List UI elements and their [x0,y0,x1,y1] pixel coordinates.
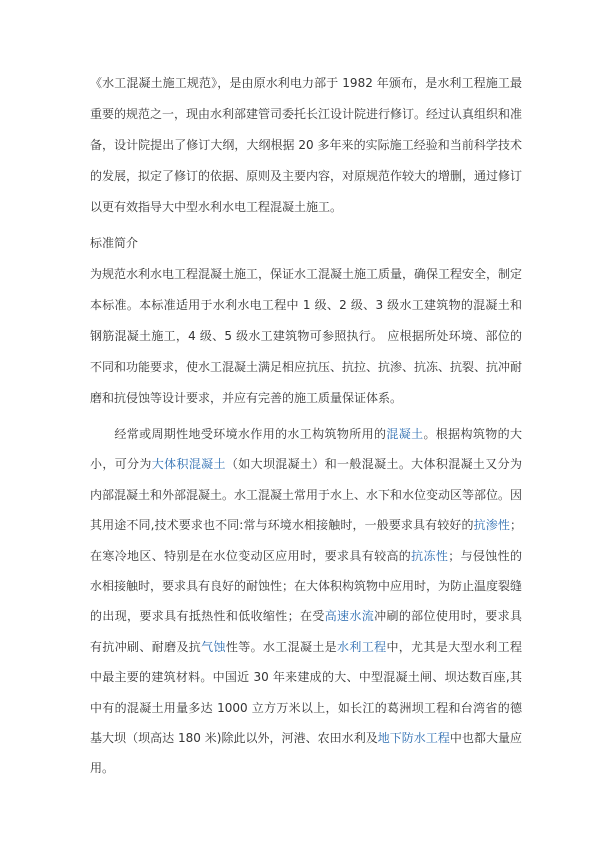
text-segment: ；在寒冷地区、特别是在水位变动区应用时，要求具有较高的 [90,518,522,563]
link-frost-resistance[interactable]: 抗冻性 [411,548,449,563]
link-mass-concrete[interactable]: 大体积混凝土 [151,457,226,472]
text-segment: 经常或周期性地受环境水作用的水工构筑物所用的 [114,427,387,441]
section-heading: 标准简介 [90,236,139,250]
intro-paragraph: 《水工混凝土施工规范》，是由原水利电力部于 1982 年颁布，是水利工程施工最重要的规范之一，现由水利部建管司委托长江设计院进行修订。经过认真组织和准备，设计院提出了修订大纲，大纲根据 20 多年来的实际施工经验和当前科学技术的发展，拟定了修订的依据、原则及主要内容，对原规范作较大的增删，通过修订以更有效指导大中型水利水电工程混凝土施工。 [90,76,523,214]
link-water-conservancy-engineering[interactable]: 水利工程 [337,639,387,654]
link-impermeability[interactable]: 抗渗性 [473,518,510,533]
text-segment: 性等。水工混凝土是 [225,639,338,654]
standard-summary-paragraph: 为规范水利水电工程混凝土施工，保证水工混凝土施工质量，确保工程安全，制定本标准。本标准适用于水利水电工程中 1 级、2 级、3 级水工建筑物的混凝土和钢筋混凝土施工，4 级、5 级水工建筑物可参照执行。 应根据所处环境、部位的不同和功能要求，使水工混凝土满足相应抗压、抗拉、抗渗、抗冻、抗裂、抗冲耐磨和抗侵蚀等设计要求，并应有完善的施工质量保证体系。 [90,267,523,405]
definition-paragraph [90,419,522,784]
text-segment: 中，尤其是大型水利工程中最主要的建筑材料。中国近 30 年来建成的大、中型混凝土闸、坝达数百座,其中有的混凝土用量多达 1000 立方万米以上，如长江的葛洲坝工程和台湾省的德基大坝（坝高达 180 米)除此以外，河港、农田水利及 [90,639,522,746]
link-high-velocity-flow[interactable]: 高速水流 [324,609,375,624]
link-underground-waterproofing[interactable]: 地下防水工程 [377,731,450,746]
link-concrete[interactable]: 混凝土 [386,427,424,441]
text-segment: ；与侵蚀性的水相接触时，要求具有良好的耐蚀性；在大体积构筑物中应用时，为防止温度裂缝的出现，要求具有抵热性和低收缩性；在受 [90,548,523,624]
text-segment: 冲刷的部位使用时，要求具有抗冲刷、耐磨及抗 [90,609,522,654]
text-segment: 。根据构筑物的大小，可分为 [90,427,522,472]
text-segment: 中也都大量应用。 [90,731,522,776]
link-cavitation[interactable]: 气蚀 [201,639,226,654]
text-segment: （如大坝混凝土）和一般混凝土。大体积混凝土又分为内部混凝土和外部混凝土。水工混凝土常用于水上、水下和水位变动区等部位。因其用途不同,技术要求也不同:常与环境水相接触时，一般要求具有较好的 [90,457,523,533]
